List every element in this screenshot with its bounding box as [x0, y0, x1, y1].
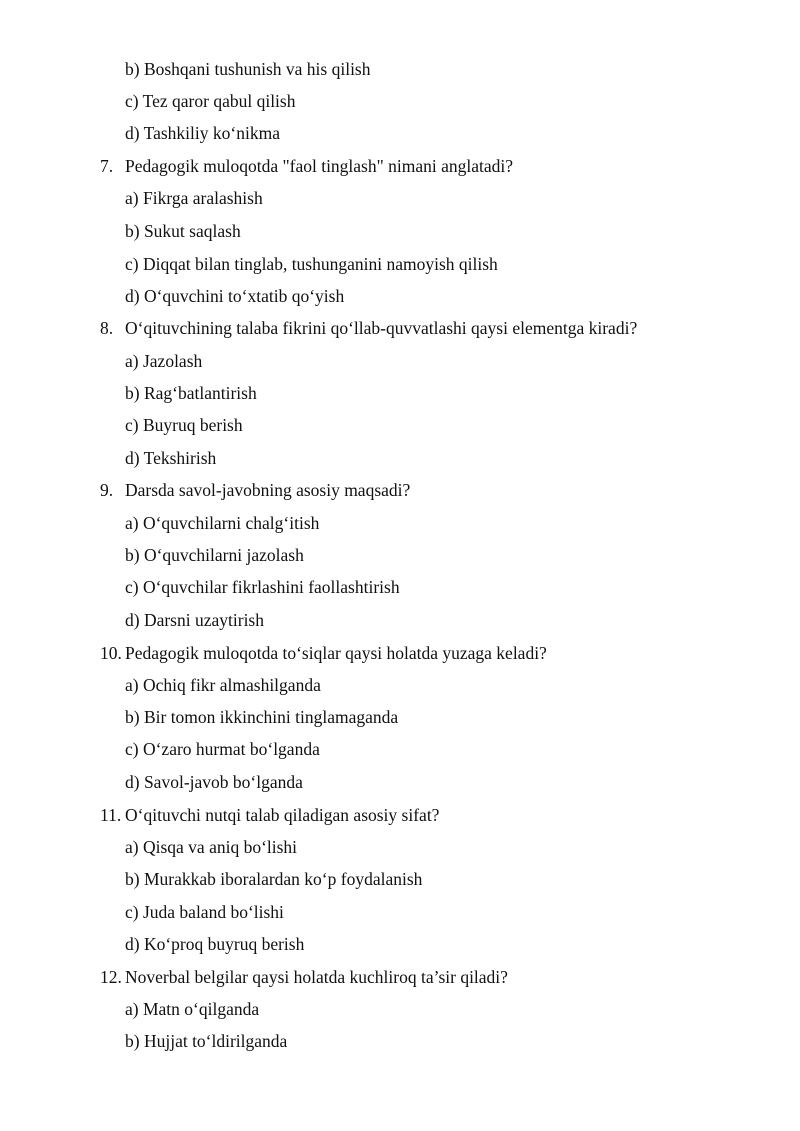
option-10-b: b) Bir tomon ikkinchini tinglamaganda	[125, 707, 399, 727]
option-6-d: d) Tashkiliy ko‘nikma	[125, 123, 280, 143]
option-12-b: b) Hujjat to‘ldirilganda	[125, 1031, 288, 1051]
option-8-b: b) Rag‘batlantirish	[125, 383, 257, 403]
option-10-c: c) O‘zaro hurmat bo‘lganda	[125, 739, 320, 759]
option-10-d: d) Savol-javob bo‘lganda	[125, 772, 303, 792]
question-text: O‘qituvchi nutqi talab qiladigan asosiy sifat?	[125, 805, 440, 825]
option-9-a: a) O‘quvchilarni chalg‘itish	[125, 513, 320, 533]
question-number: 8.	[100, 318, 114, 338]
option-10-a: a) Ochiq fikr almashilganda	[125, 675, 321, 695]
option-9-d: d) Darsni uzaytirish	[125, 610, 264, 630]
option-7-c: c) Diqqat bilan tinglab, tushunganini namoyish qilish	[125, 254, 498, 274]
option-6-c: c) Tez qaror qabul qilish	[125, 91, 296, 111]
option-11-b: b) Murakkab iboralardan ko‘p foydalanish	[125, 869, 423, 889]
question-number: 9.	[100, 480, 114, 500]
question-number: 10.	[100, 643, 122, 663]
option-8-a: a) Jazolash	[125, 351, 203, 371]
option-9-c: c) O‘quvchilar fikrlashini faollashtirish	[125, 577, 400, 597]
question-text: O‘qituvchining talaba fikrini qo‘llab-quvvatlashi qaysi elementga kiradi?	[125, 318, 638, 338]
question-text: Pedagogik muloqotda to‘siqlar qaysi holatda yuzaga keladi?	[125, 643, 547, 663]
option-6-b: b) Boshqani tushunish va his qilish	[125, 59, 371, 79]
question-number: 12.	[100, 967, 122, 987]
option-8-d: d) Tekshirish	[125, 448, 217, 468]
option-8-c: c) Buyruq berish	[125, 415, 243, 435]
option-9-b: b) O‘quvchilarni jazolash	[125, 545, 304, 565]
question-text: Noverbal belgilar qaysi holatda kuchliroq ta’sir qiladi?	[125, 967, 508, 987]
question-text: Pedagogik muloqotda "faol tinglash" nimani anglatadi?	[125, 156, 514, 176]
option-7-a: a) Fikrga aralashish	[125, 188, 263, 208]
option-12-a: a) Matn o‘qilganda	[125, 999, 260, 1019]
option-11-c: c) Juda baland bo‘lishi	[125, 902, 284, 922]
option-7-d: d) O‘quvchini to‘xtatib qo‘yish	[125, 286, 345, 306]
option-7-b: b) Sukut saqlash	[125, 221, 241, 241]
option-11-d: d) Ko‘proq buyruq berish	[125, 934, 305, 954]
question-text: Darsda savol-javobning asosiy maqsadi?	[125, 480, 411, 500]
option-11-a: a) Qisqa va aniq bo‘lishi	[125, 837, 298, 857]
question-number: 11.	[100, 805, 122, 825]
question-number: 7.	[100, 156, 114, 176]
